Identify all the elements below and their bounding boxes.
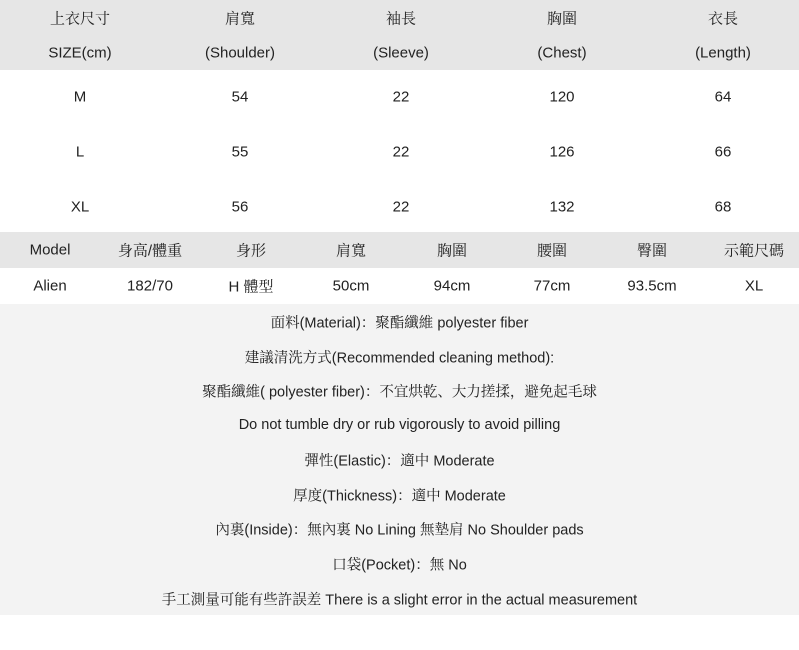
- thickness-note: 厚度(Thickness)：適中 Moderate: [293, 488, 506, 505]
- shoulder-header-cn: 肩寬: [224, 10, 256, 28]
- model-cell: XL: [744, 277, 764, 295]
- cleaning-method-note: 建議清洗方式(Recommended cleaning method):: [244, 350, 555, 367]
- size-cell: 22: [392, 198, 410, 216]
- size-cell: 120: [549, 88, 575, 106]
- fiber-care-note: 聚酯纖維( polyester fiber)：不宜烘乾、大力搓揉，避免起毛球: [202, 384, 597, 401]
- size-cell: 66: [714, 143, 732, 161]
- size-table-header: [0, 0, 799, 70]
- size-cell: XL: [70, 198, 90, 216]
- shoulder-header-en: (Shoulder): [204, 44, 276, 62]
- demo-size-header: 示範尺碼: [723, 242, 785, 260]
- elastic-note: 彈性(Elastic)：適中 Moderate: [304, 453, 495, 470]
- model-table-row: [0, 268, 799, 304]
- waist-header: 腰圍: [536, 242, 568, 260]
- model-cell: Alien: [33, 277, 67, 295]
- product-notes: [0, 304, 799, 615]
- pocket-note: 口袋(Pocket)：無 No: [332, 557, 467, 574]
- length-header-en: (Length): [695, 44, 751, 62]
- size-cell: M: [73, 88, 87, 106]
- model-header: Model: [29, 241, 71, 259]
- size-cell: 55: [231, 143, 249, 161]
- chest-header-en: (Chest): [537, 44, 587, 62]
- size-cell: 54: [231, 88, 249, 106]
- size-cell: 126: [549, 143, 575, 161]
- tumble-dry-note: Do not tumble dry or rub vigorously to avoid pilling: [238, 417, 561, 433]
- size-header-en: SIZE(cm): [48, 44, 112, 62]
- size-cell: 22: [392, 88, 410, 106]
- size-table-body: [0, 70, 799, 232]
- size-cell: 132: [549, 198, 575, 216]
- chest-header-cn: 胸圍: [546, 10, 578, 28]
- model-cell: 93.5cm: [627, 277, 677, 295]
- model-cell: H 體型: [228, 278, 274, 296]
- size-cell: 64: [714, 88, 732, 106]
- size-cell: 56: [231, 198, 249, 216]
- hip-header: 臀圍: [636, 242, 668, 260]
- length-header-cn: 衣長: [707, 10, 739, 28]
- model-cell: 77cm: [533, 277, 571, 295]
- model-table-header: [0, 232, 799, 268]
- material-note: 面料(Material)：聚酯纖維 polyester fiber: [270, 315, 529, 332]
- chest-header: 胸圍: [436, 242, 468, 260]
- size-cell: 22: [392, 143, 410, 161]
- size-header-cn: 上衣尺寸: [49, 10, 111, 28]
- size-cell: 68: [714, 198, 732, 216]
- model-cell: 182/70: [127, 277, 173, 295]
- sleeve-header-en: (Sleeve): [373, 44, 429, 62]
- inside-note: 內裏(Inside)：無內裏 No Lining 無墊肩 No Shoulder pads: [215, 522, 584, 539]
- model-cell: 94cm: [433, 277, 471, 295]
- shoulder-header: 肩寬: [335, 242, 367, 260]
- size-cell: L: [75, 143, 85, 161]
- model-cell: 50cm: [332, 277, 370, 295]
- height-weight-header: 身高/體重: [117, 242, 183, 260]
- body-type-header: 身形: [235, 242, 267, 260]
- sleeve-header-cn: 袖長: [385, 10, 417, 28]
- measurement-error-note: 手工測量可能有些許誤差 There is a slight error in the actual measurement: [161, 592, 638, 609]
